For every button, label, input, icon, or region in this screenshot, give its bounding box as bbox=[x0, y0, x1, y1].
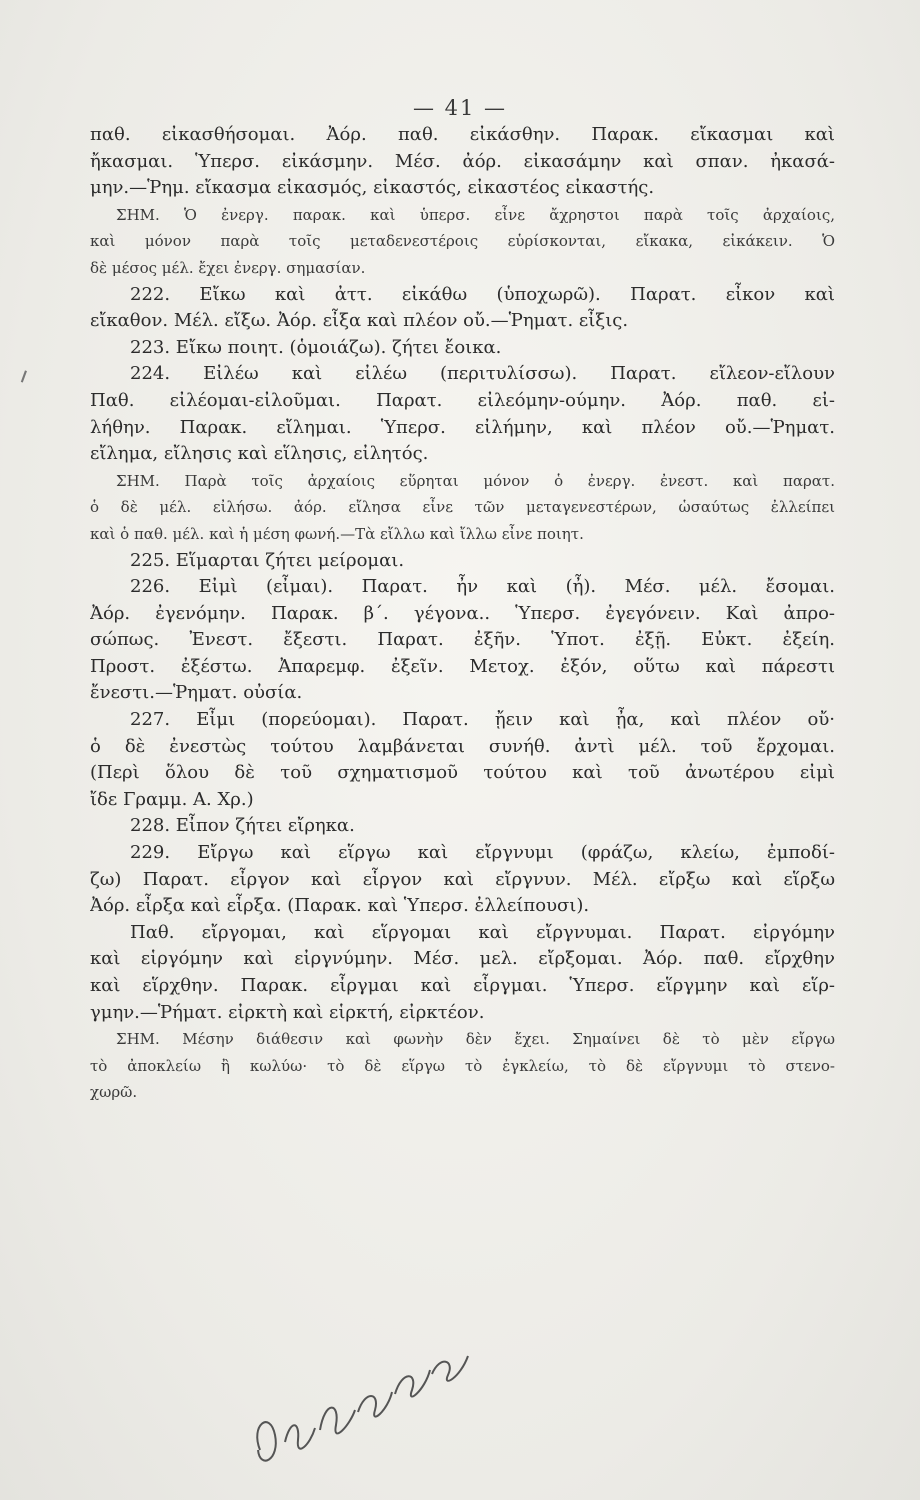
text-line: εἴλημα, εἴλησις καὶ εἵλησις, εἰλητός. bbox=[90, 443, 429, 465]
text-line: χωρῶ. bbox=[90, 1083, 138, 1102]
text-line: παθ. εἰκασθήσομαι. Ἀόρ. παθ. εἰκάσθην. Παρακ. εἴκασμαι καὶ bbox=[90, 124, 835, 145]
text-line: ζω) Παρατ. εἶργον καὶ εἷργον καὶ εἴργνυν. Μέλ. εἴρξω καὶ εἵρξω bbox=[90, 868, 835, 890]
text-line: δὲ μέσος μέλ. ἔχει ἐνεργ. σημασίαν. bbox=[90, 258, 366, 277]
text-line: καὶ εἱργόμην καὶ εἰργνύμην. Μέσ. μελ. εἴρξομαι. Ἀόρ. παθ. εἴρχθην bbox=[90, 948, 835, 970]
margin-pencil-mark: ᐟ bbox=[14, 363, 39, 402]
text-line: 228. Εἶπον ζήτει εἴρηκα. bbox=[130, 815, 355, 837]
text-line: Ἀόρ. εἶρξα καὶ εἷρξα. (Παρακ. καὶ Ὑπερσ. ἐλλείπουσι). bbox=[90, 895, 590, 917]
text-line: Παθ. εἴργομαι, καὶ εἵργομαι καὶ εἴργνυμαι. Παρατ. εἰργόμην bbox=[130, 921, 835, 943]
text-line: λήθην. Παρακ. εἴλημαι. Ὑπερσ. εἰλήμην, καὶ πλέον οὔ.—Ῥηματ. bbox=[90, 416, 835, 438]
text-line: ΣΗΜ. Παρὰ τοῖς ἀρχαίοις εὕρηται μόνον ὁ ἐνεργ. ἐνεστ. καὶ παρατ. bbox=[116, 471, 835, 490]
text-line: ἤκασμαι. Ὑπερσ. εἰκάσμην. Μέσ. ἀόρ. εἰκασάμην καὶ σπαν. ἠκασά- bbox=[90, 150, 835, 172]
text-line: ἴδε Γραμμ. Α. Χρ.) bbox=[90, 788, 254, 810]
text-line: σώπως. Ἐνεστ. ἔξεστι. Παρατ. ἐξῆν. Ὑποτ. ἐξῇ. Εὐκτ. ἐξείη. bbox=[90, 629, 835, 651]
text-line: ΣΗΜ. Ὁ ἐνεργ. παρακ. καὶ ὑπερσ. εἶνε ἄχρηστοι παρὰ τοῖς ἀρχαίοις, bbox=[116, 205, 835, 224]
dictionary-text-block bbox=[90, 122, 835, 1106]
page-number: — 41 — bbox=[412, 96, 508, 120]
text-line: 223. Εἴκω ποιητ. (ὁμοιάζω). ζήτει ἔοικα. bbox=[130, 336, 502, 358]
handwritten-signature bbox=[240, 1330, 490, 1480]
text-line: ΣΗΜ. Μέσην διάθεσιν καὶ φωνὴν δὲν ἔχει. Σημαίνει δὲ τὸ μὲν εἴργω bbox=[116, 1030, 835, 1049]
text-line: ἔνεστι.—Ῥηματ. οὐσία. bbox=[90, 682, 303, 704]
text-line: 225. Εἵμαρται ζήτει μείρομαι. bbox=[130, 549, 405, 571]
text-line: ὁ δὲ μέλ. εἰλήσω. ἀόρ. εἴλησα εἶνε τῶν μεταγενεστέρων, ὡσαύτως ἐλλείπει bbox=[90, 498, 835, 517]
text-line: Ἀόρ. ἐγενόμην. Παρακ. β΄. γέγονα.. Ὑπερσ. ἐγεγόνειν. Καὶ ἀπρο- bbox=[90, 602, 835, 624]
text-line: 226. Εἰμὶ (εἶμαι). Παρατ. ἦν καὶ (ἦ). Μέσ. μέλ. ἔσομαι. bbox=[130, 576, 835, 598]
text-line: γμην.—Ῥήματ. εἰρκτὴ καὶ εἱρκτή, εἰρκτέον. bbox=[90, 1001, 485, 1023]
text-line: 229. Εἴργω καὶ εἵργω καὶ εἴργνυμι (φράζω, κλείω, ἐμποδί- bbox=[130, 842, 835, 864]
text-line: (Περὶ ὅλου δὲ τοῦ σχηματισμοῦ τούτου καὶ τοῦ ἀνωτέρου εἰμὶ bbox=[90, 762, 835, 784]
text-line: 224. Εἰλέω καὶ εἰλέω (περιτυλίσσω). Παρατ. εἴλεον-εἴλουν bbox=[130, 363, 835, 385]
text-line: καὶ ὁ παθ. μέλ. καὶ ἡ μέση φωνή.—Τὰ εἴλλω καὶ ἴλλω εἶνε ποιητ. bbox=[90, 524, 584, 543]
text-line: Παθ. εἰλέομαι-εἰλοῦμαι. Παρατ. εἰλεόμην-ούμην. Ἀόρ. παθ. εἰ- bbox=[90, 389, 835, 411]
text-line: Προστ. ἐξέστω. Ἀπαρεμφ. ἐξεῖν. Μετοχ. ἐξόν, οὕτω καὶ πάρεστι bbox=[90, 655, 835, 677]
text-line: καὶ εἵρχθην. Παρακ. εἶργμαι καὶ εἷργμαι. Ὑπερσ. εἵργμην καὶ εἵρ- bbox=[90, 975, 835, 996]
text-line: μην.—Ῥημ. εἴκασμα εἰκασμός, εἰκαστός, εἰκαστέος εἰκαστής. bbox=[90, 177, 655, 199]
text-line: ὁ δὲ ἐνεστὼς τούτου λαμβάνεται συνήθ. ἀντὶ μέλ. τοῦ ἔρχομαι. bbox=[90, 735, 835, 757]
text-line: εἴκαθον. Μέλ. εἴξω. Ἀόρ. εἶξα καὶ πλέον οὔ.—Ῥηματ. εἶξις. bbox=[90, 310, 629, 332]
text-line: 227. Εἶμι (πορεύομαι). Παρατ. ᾔειν καὶ ᾖα, καὶ πλέον οὔ· bbox=[130, 709, 835, 731]
text-line: τὸ ἀποκλείω ἢ κωλύω· τὸ δὲ εἵργω τὸ ἐγκλείω, τὸ δὲ εἴργνυμι τὸ στενο- bbox=[90, 1056, 835, 1075]
text-line: καὶ μόνον παρὰ τοῖς μεταδενεστέροις εὑρίσκονται, εἴκακα, εἰκάκειν. Ὁ bbox=[90, 232, 835, 251]
text-line: 222. Εἴκω καὶ ἀττ. εἰκάθω (ὑποχωρῶ). Παρατ. εἶκον καὶ bbox=[130, 283, 835, 305]
